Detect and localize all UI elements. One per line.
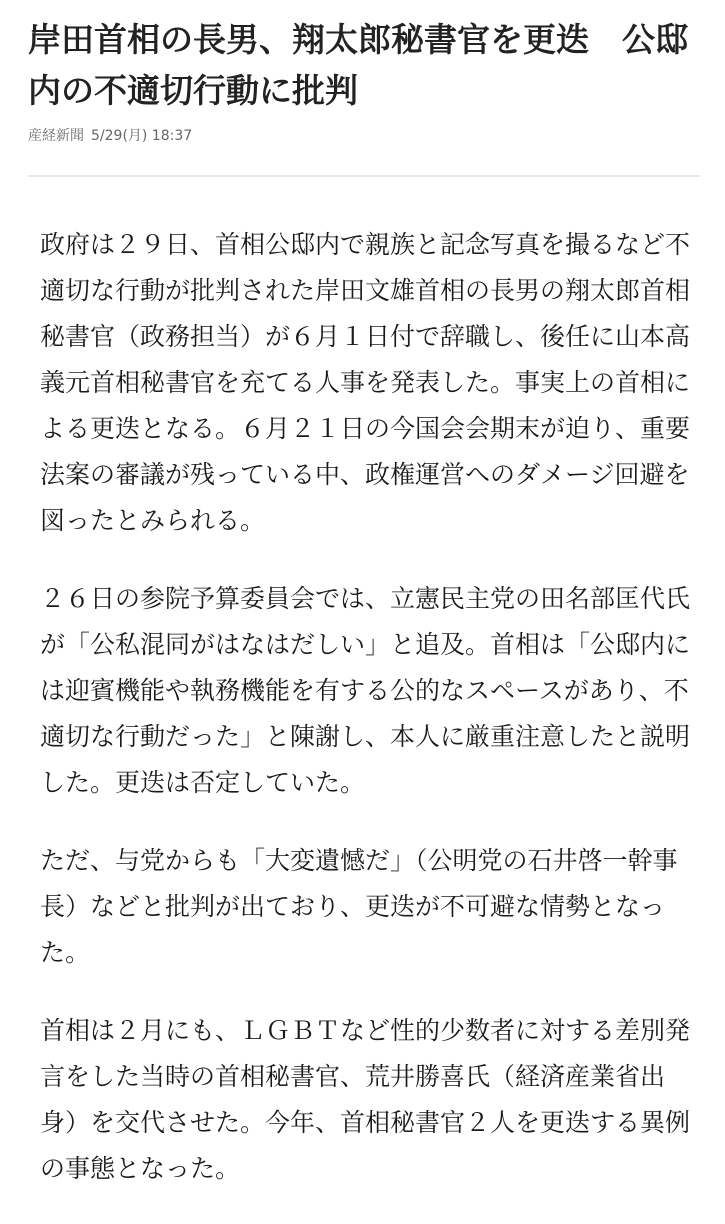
source-name[interactable]: 産経新聞	[28, 128, 84, 144]
article-paragraph	[40, 576, 690, 806]
article-paragraph	[40, 1008, 690, 1192]
paragraph-line: 長）などと批判が出ており、更迭が不可避な情勢となっ	[40, 892, 666, 921]
paragraph-line: た。	[40, 938, 91, 967]
paragraph-line: ただ、与党からも「大変遺憾だ」（公明党の石井啓一幹事	[40, 846, 678, 875]
paragraph-line: が「公私混同がはなはだしい」と追及。首相は「公邸内に	[40, 630, 691, 659]
paragraph-line: 身）を交代させた。今年、首相秘書官２人を更迭する異例	[40, 1108, 691, 1137]
paragraph-line: 図ったとみられる。	[40, 506, 266, 535]
paragraph-line: ２６日の参院予算委員会では、立憲民主党の田名部匡代氏	[40, 584, 691, 613]
headline-line: 内の不適切行動に批判	[28, 71, 358, 110]
paragraph-line: の事態となった。	[40, 1154, 241, 1183]
paragraph-line: よる更迭となる。６月２１日の今国会会期末が迫り、重要	[40, 414, 691, 443]
paragraph-line: した。更迭は否定していた。	[40, 768, 366, 797]
article-body	[40, 222, 690, 1224]
article-paragraph	[40, 838, 690, 976]
paragraph-line: 政府は２９日、首相公邸内で親族と記念写真を撮るなど不	[40, 230, 691, 259]
paragraph-line: 適切な行動が批判された岸田文雄首相の長男の翔太郎首相	[40, 276, 691, 305]
headline-line: 岸田首相の長男、翔太郎秘書官を更迭 公邸	[28, 20, 688, 59]
paragraph-line: 法案の審議が残っている中、政権運営へのダメージ回避を	[40, 460, 690, 489]
paragraph-line: 義元首相秘書官を充てる人事を発表した。事実上の首相に	[40, 368, 691, 397]
article-headline	[28, 14, 700, 116]
publish-timestamp: 5/29(月) 18:37	[91, 128, 193, 144]
paragraph-line: は迎賓機能や執務機能を有する公的なスペースがあり、不	[40, 676, 689, 705]
header-divider	[28, 175, 700, 177]
paragraph-line: 秘書官（政務担当）が６月１日付で辞職し、後任に山本高	[40, 322, 691, 351]
article-meta	[28, 126, 192, 146]
paragraph-line: 言をした当時の首相秘書官、荒井勝喜氏（経済産業省出	[40, 1062, 666, 1091]
paragraph-line: 首相は２月にも、ＬＧＢＴなど性的少数者に対する差別発	[40, 1016, 691, 1045]
article-paragraph	[40, 222, 690, 544]
paragraph-line: 適切な行動だった」と陳謝し、本人に厳重注意したと説明	[40, 722, 691, 751]
